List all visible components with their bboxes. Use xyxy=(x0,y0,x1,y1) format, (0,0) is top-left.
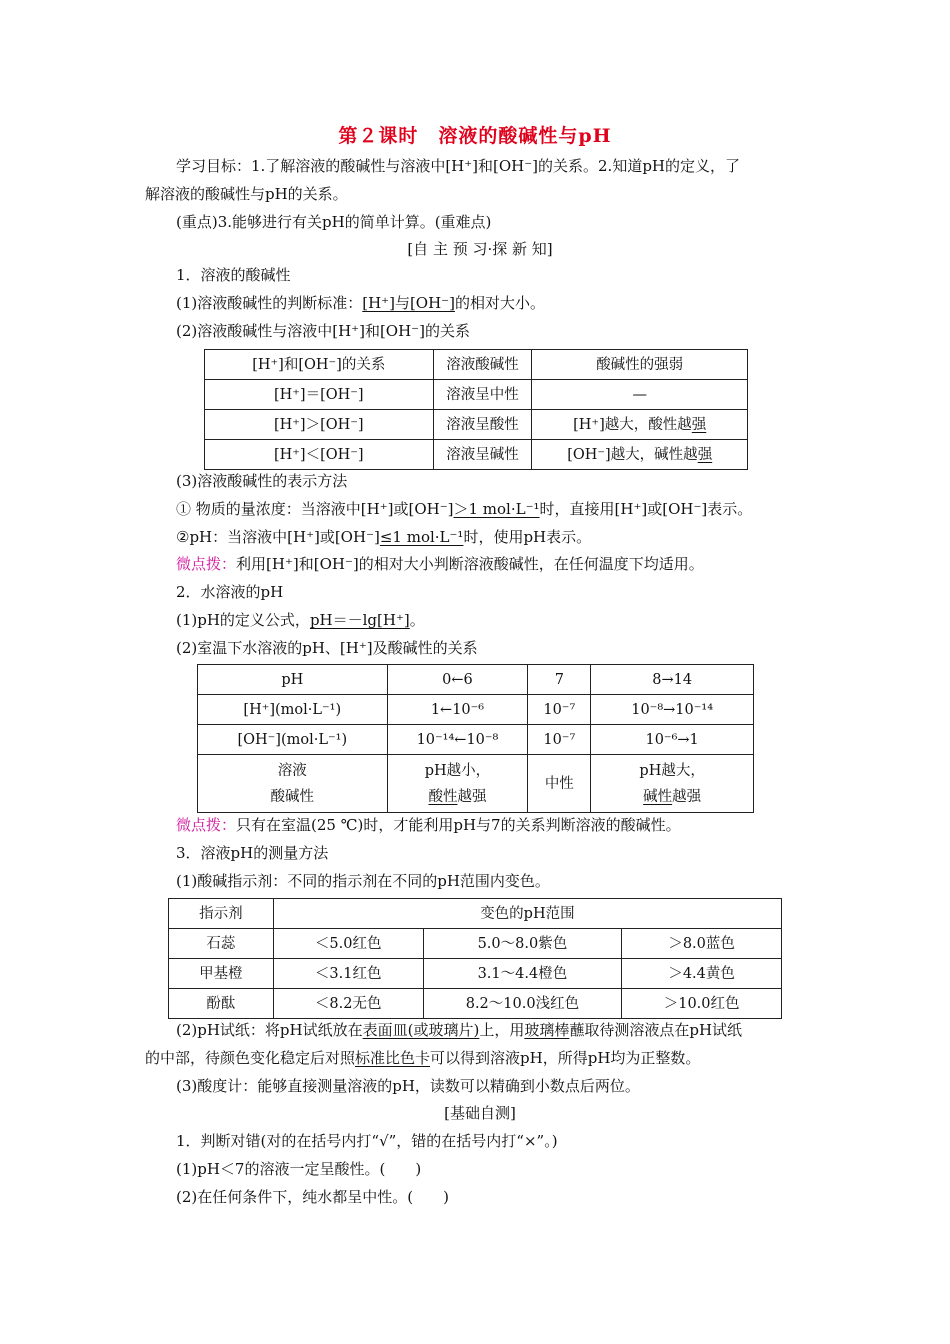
s1-p3a xyxy=(176,498,816,520)
table-cell: 7 xyxy=(528,665,591,695)
table-cell xyxy=(591,755,754,813)
s2-heading: 2．水溶液的pH xyxy=(176,583,284,601)
s3-p2-line2-b: 可以得到溶液pH，所得pH均为正整数。 xyxy=(430,1049,701,1067)
strength-text: — xyxy=(632,386,647,403)
selftest-q1-1: (1)pH＜7的溶液一定呈酸性。( ) xyxy=(176,1160,422,1178)
tip-text: 只有在室温(25 ℃)时，才能利用pH与7的关系判断溶液的酸碱性。 xyxy=(236,816,681,834)
acid-answer: 酸性 xyxy=(428,788,458,805)
table-cell: 10⁻⁷ xyxy=(528,725,591,755)
table-header-cell: 酸碱性的强弱 xyxy=(532,350,748,380)
s1-p2: (2)溶液酸碱性与溶液中[H⁺]和[OH⁻]的关系 xyxy=(176,322,470,340)
table-row xyxy=(169,899,782,929)
s3-p2-c: 蘸取待测溶液点在pH试纸 xyxy=(569,1021,743,1039)
tip-label: 微点拨： xyxy=(176,555,237,573)
strength-answer: 强 xyxy=(697,446,713,463)
s3-p3: (3)酸度计：能够直接测量溶液的pH，读数可以精确到小数点后两位。 xyxy=(176,1077,640,1095)
s2-p1-answer: pH＝－lg[H⁺] xyxy=(309,611,410,629)
tip-text: 利用[H⁺]和[OH⁻]的相对大小判断溶液酸碱性，在任何温度下均适用。 xyxy=(236,555,704,573)
table-header-cell: 溶液酸碱性 xyxy=(433,350,532,380)
s1-p3b xyxy=(176,526,816,548)
table-row xyxy=(198,665,754,695)
table-cell: [H⁺]＜[OH⁻] xyxy=(205,440,434,470)
s3-p2-a: (2)pH试纸：将pH试纸放在 xyxy=(176,1021,363,1039)
s1-p1-post: 的相对大小。 xyxy=(454,294,545,312)
table-cell xyxy=(198,755,388,813)
table-cell xyxy=(532,410,748,440)
table-cell xyxy=(387,755,528,813)
table-header-cell: 变色的pH范围 xyxy=(273,899,781,929)
table-cell: [H⁺]＝[OH⁻] xyxy=(205,380,434,410)
table-cell: 1←10⁻⁶ xyxy=(387,695,528,725)
table-cell: 5.0～8.0紫色 xyxy=(423,929,622,959)
ph-relation-table xyxy=(197,664,754,813)
table-row xyxy=(205,380,748,410)
acid-line-1: pH越小， xyxy=(424,762,491,779)
acid-line-2 xyxy=(388,784,528,810)
table-cell: [H⁺]＞[OH⁻] xyxy=(205,410,434,440)
nature-label-2: 酸碱性 xyxy=(270,788,315,805)
selftest-header: [基础自测] xyxy=(444,1104,516,1122)
s3-p2-b: 上，用 xyxy=(479,1021,525,1039)
table-row xyxy=(169,989,782,1019)
s3-heading: 3．溶液pH的测量方法 xyxy=(176,844,329,862)
objectives-line-2: 解溶液的酸碱性与pH的关系。 xyxy=(145,185,348,203)
s1-p1 xyxy=(176,292,816,314)
s2-p1-post: 。 xyxy=(409,611,425,629)
base-answer: 碱性 xyxy=(643,788,673,805)
objectives-line-1: 学习目标：1.了解溶液的酸碱性与溶液中[H⁺]和[OH⁻]的关系。2.知道pH的定义，了 xyxy=(176,157,741,175)
table-row xyxy=(169,959,782,989)
s1-p3a-answer: ＞1 mol·L⁻¹ xyxy=(453,500,540,518)
table-cell xyxy=(532,380,748,410)
section-header: [自 主 预 习·探 新 知] xyxy=(407,240,553,258)
table-cell: [OH⁻](mol·L⁻¹) xyxy=(198,725,388,755)
table-cell: 8.2～10.0浅红色 xyxy=(423,989,622,1019)
table-row xyxy=(169,929,782,959)
s3-p2-answer-1: 表面皿(或玻璃片) xyxy=(362,1021,480,1039)
s3-p2-answer-2: 玻璃棒 xyxy=(524,1021,570,1039)
table-header-cell: [H⁺]和[OH⁻]的关系 xyxy=(205,350,434,380)
table-cell: 石蕊 xyxy=(169,929,274,959)
s2-tip xyxy=(176,814,816,836)
s2-p1 xyxy=(176,609,816,631)
table-cell: 溶液呈中性 xyxy=(433,380,532,410)
nature-label-1: 溶液 xyxy=(277,762,307,779)
s1-p3b-post: 时，使用pH表示。 xyxy=(463,528,592,546)
s1-p3: (3)溶液酸碱性的表示方法 xyxy=(176,472,348,490)
table-row xyxy=(205,440,748,470)
table-cell: ＜8.2无色 xyxy=(273,989,423,1019)
base-line-1: pH越大， xyxy=(639,762,705,779)
s2-p2: (2)室温下水溶液的pH、[H⁺]及酸碱性的关系 xyxy=(176,639,478,657)
table-cell: ＞4.4黄色 xyxy=(622,959,782,989)
table-cell: 0←6 xyxy=(387,665,528,695)
table-cell: 溶液呈酸性 xyxy=(433,410,532,440)
s1-tip xyxy=(176,553,816,575)
table-cell: 10⁻⁷ xyxy=(528,695,591,725)
table-cell xyxy=(532,440,748,470)
strength-text: [H⁺]越大，酸性越 xyxy=(573,416,692,433)
s1-p3b-pre: ②pH：当溶液中[H⁺]或[OH⁻] xyxy=(176,528,380,546)
table-row xyxy=(198,725,754,755)
acid-post: 越强 xyxy=(457,788,487,805)
s3-p2-line-2 xyxy=(145,1047,815,1069)
base-line-2 xyxy=(591,784,753,810)
table-cell: 溶液呈碱性 xyxy=(433,440,532,470)
s1-heading: 1．溶液的酸碱性 xyxy=(176,266,291,284)
table-cell: 中性 xyxy=(528,755,591,813)
table-row xyxy=(198,695,754,725)
table-cell: pH xyxy=(198,665,388,695)
table-cell: 甲基橙 xyxy=(169,959,274,989)
s2-p1-pre: (1)pH的定义公式， xyxy=(176,611,310,629)
table-cell: ＞8.0蓝色 xyxy=(622,929,782,959)
table-cell: ＜5.0红色 xyxy=(273,929,423,959)
s1-p1-answer: [H⁺]与[OH⁻] xyxy=(362,294,455,312)
base-post: 越强 xyxy=(672,788,702,805)
table-row xyxy=(205,410,748,440)
table-cell: [H⁺](mol·L⁻¹) xyxy=(198,695,388,725)
table-row xyxy=(198,755,754,813)
s3-p2-line-1 xyxy=(176,1019,816,1041)
strength-answer: 强 xyxy=(691,416,707,433)
selftest-q1-2: (2)在任何条件下，纯水都呈中性。( ) xyxy=(176,1188,449,1206)
table-cell: ＞10.0红色 xyxy=(622,989,782,1019)
s1-p1-pre: (1)溶液酸碱性的判断标准： xyxy=(176,294,363,312)
table-cell: 3.1～4.4橙色 xyxy=(423,959,622,989)
table-cell: 8→14 xyxy=(591,665,754,695)
s3-p2-answer-3: 标准比色卡 xyxy=(355,1049,431,1067)
strength-text: [OH⁻]越大，碱性越 xyxy=(567,446,698,463)
tip-label: 微点拨： xyxy=(176,816,237,834)
table-cell: ＜3.1红色 xyxy=(273,959,423,989)
table-row xyxy=(205,350,748,380)
s1-p3a-post: 时，直接用[H⁺]或[OH⁻]表示。 xyxy=(539,500,753,518)
s1-p3a-pre: ① 物质的量浓度：当溶液中[H⁺]或[OH⁻] xyxy=(176,500,454,518)
objectives-line-3: (重点)3.能够进行有关pH的简单计算。(重难点) xyxy=(176,213,492,231)
table-cell: 10⁻⁶→1 xyxy=(591,725,754,755)
s3-p1: (1)酸碱指示剂：不同的指示剂在不同的pH范围内变色。 xyxy=(176,872,550,890)
s3-p2-line2-a: 的中部，待颜色变化稳定后对照 xyxy=(145,1049,356,1067)
table-cell: 10⁻¹⁴←10⁻⁸ xyxy=(387,725,528,755)
table-cell: 10⁻⁸→10⁻¹⁴ xyxy=(591,695,754,725)
table-header-cell: 指示剂 xyxy=(169,899,274,929)
page-title: 第２课时 溶液的酸碱性与pH xyxy=(338,125,612,147)
table-cell: 酚酞 xyxy=(169,989,274,1019)
selftest-q1: 1．判断对错(对的在括号内打“√”，错的在括号内打“×”。) xyxy=(176,1132,558,1150)
s1-p3b-answer: ≤1 mol·L⁻¹ xyxy=(379,528,464,546)
indicator-table xyxy=(168,898,782,1019)
acidity-relation-table xyxy=(204,349,748,470)
